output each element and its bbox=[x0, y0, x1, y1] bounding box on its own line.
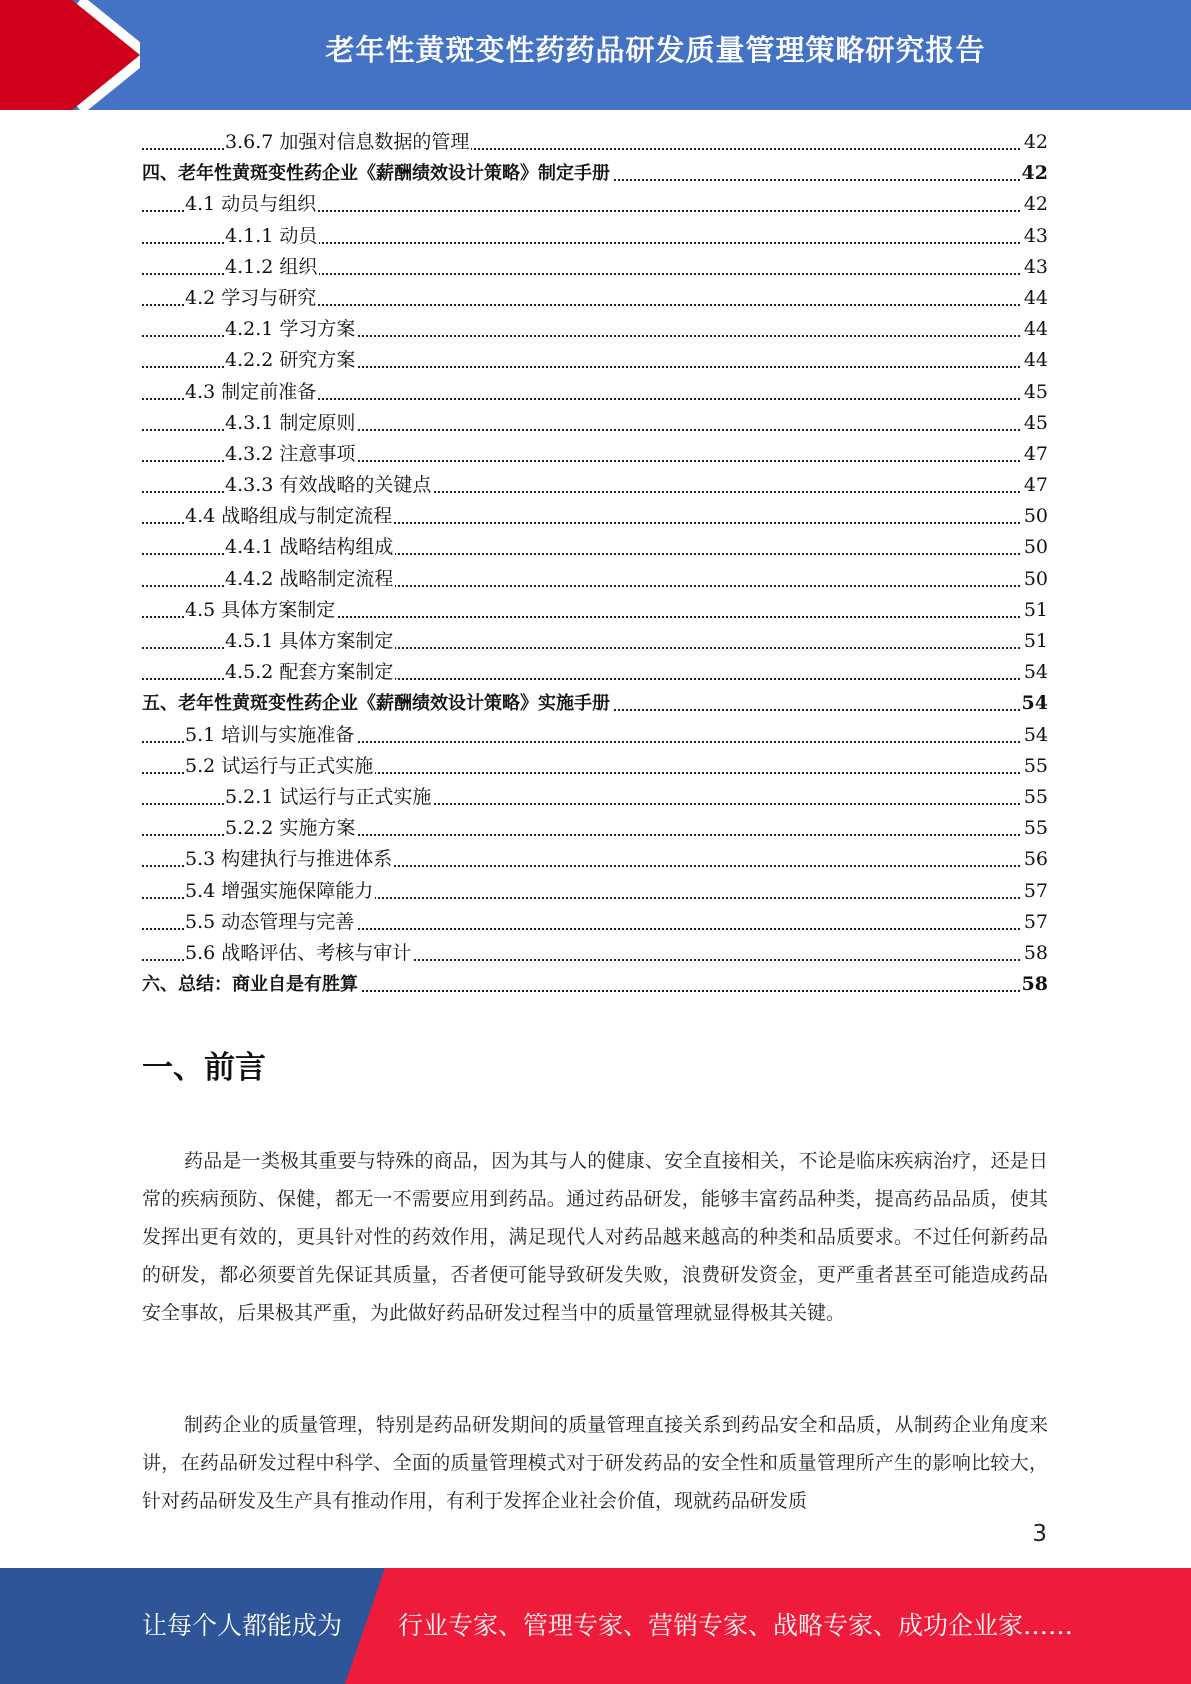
toc-entry-page: 42 bbox=[1020, 158, 1048, 189]
toc-entry-label: 四、老年性黄斑变性药企业《薪酬绩效设计策略》制定手册 bbox=[142, 158, 612, 189]
toc-entry-page: 55 bbox=[1022, 813, 1048, 844]
toc-entry[interactable] bbox=[142, 626, 1048, 657]
toc-entry-label: 4.3.2 注意事项 bbox=[225, 439, 357, 470]
toc-entry-label: 4.2.1 学习方案 bbox=[225, 314, 357, 345]
toc-entry-page: 58 bbox=[1020, 969, 1048, 1000]
toc-entry-page: 44 bbox=[1022, 345, 1048, 376]
toc-entry-page: 43 bbox=[1022, 252, 1048, 283]
toc-entry-label: 5.2.2 实施方案 bbox=[225, 813, 357, 844]
toc-entry-label: 4.4 战略组成与制定流程 bbox=[185, 501, 394, 532]
toc-entry-page: 45 bbox=[1022, 408, 1048, 439]
toc-entry-page: 43 bbox=[1022, 221, 1048, 252]
toc-entry[interactable] bbox=[142, 813, 1048, 844]
page-footer bbox=[0, 1568, 1191, 1684]
toc-entry[interactable] bbox=[142, 876, 1048, 907]
toc-entry-label: 5.4 增强实施保障能力 bbox=[185, 876, 375, 907]
toc-entry-label: 4.1.2 组织 bbox=[225, 252, 319, 283]
toc-entry-page: 54 bbox=[1022, 657, 1048, 688]
body-paragraph-1: 药品是一类极其重要与特殊的商品，因为其与人的健康、安全直接相关，不论是临床疾病治疗，还是日常的疾病预防、保健，都无一不需要应用到药品。通过药品研发，能够丰富药品种类，提高药品品质，使其发挥出更有效的，更具针对性的药效作用，满足现代人对药品越来越高的种类和品质要求。不过任何新药品的研发，都必须要首先保证其质量，否者便可能导致研发失败，浪费研发资金，更严重者甚至可能造成药品安全事故，后果极其严重，为此做好药品研发过程当中的质量管理就显得极其关键。 bbox=[142, 1150, 1048, 1324]
toc-entry[interactable] bbox=[142, 408, 1048, 439]
toc-entry-label: 4.1.1 动员 bbox=[225, 221, 319, 252]
toc-entry-page: 58 bbox=[1022, 938, 1048, 969]
table-of-contents bbox=[142, 127, 1048, 1000]
toc-entry[interactable] bbox=[142, 158, 1048, 189]
toc-entry-label: 4.3.3 有效战略的关键点 bbox=[225, 470, 433, 501]
toc-entry[interactable] bbox=[142, 782, 1048, 813]
toc-entry-label: 4.5.2 配套方案制定 bbox=[225, 657, 395, 688]
toc-entry[interactable] bbox=[142, 189, 1048, 220]
toc-entry-page: 50 bbox=[1022, 501, 1048, 532]
toc-entry[interactable] bbox=[142, 532, 1048, 563]
toc-entry-label: 5.1 培训与实施准备 bbox=[185, 720, 356, 751]
toc-entry[interactable] bbox=[142, 345, 1048, 376]
toc-entry-label: 5.2.1 试运行与正式实施 bbox=[225, 782, 433, 813]
toc-entry-page: 44 bbox=[1022, 314, 1048, 345]
toc-entry[interactable] bbox=[142, 314, 1048, 345]
toc-entry-label: 3.6.7 加强对信息数据的管理 bbox=[225, 127, 471, 158]
toc-entry-label: 4.1 动员与组织 bbox=[185, 189, 318, 220]
toc-entry[interactable] bbox=[142, 595, 1048, 626]
toc-entry-page: 47 bbox=[1022, 439, 1048, 470]
footer-slogan-right: 行业专家、管理专家、营销专家、战略专家、成功企业家…… bbox=[398, 1611, 1074, 1640]
toc-entry[interactable] bbox=[142, 969, 1048, 1000]
toc-entry[interactable] bbox=[142, 688, 1048, 719]
toc-entry[interactable] bbox=[142, 252, 1048, 283]
toc-entry-page: 50 bbox=[1022, 564, 1048, 595]
toc-entry-label: 5.3 构建执行与推进体系 bbox=[185, 844, 394, 875]
toc-entry[interactable] bbox=[142, 907, 1048, 938]
toc-entry[interactable] bbox=[142, 657, 1048, 688]
toc-entry-page: 55 bbox=[1022, 751, 1048, 782]
toc-entry-label: 4.5.1 具体方案制定 bbox=[225, 626, 395, 657]
toc-entry-label: 4.4.1 战略结构组成 bbox=[225, 532, 395, 563]
toc-entry[interactable] bbox=[142, 564, 1048, 595]
toc-entry-label: 4.2.2 研究方案 bbox=[225, 345, 357, 376]
toc-entry[interactable] bbox=[142, 751, 1048, 782]
body-paragraph-2: 制药企业的质量管理，特别是药品研发期间的质量管理直接关系到药品安全和品质，从制药企业角度来讲，在药品研发过程中科学、全面的质量管理模式对于研发药品的安全性和质量管理所产生的影响比较大，针对药品研发及生产具有推动作用，有利于发挥企业社会价值，现就药品研发质 bbox=[142, 1414, 1048, 1512]
toc-entry-label: 4.4.2 战略制定流程 bbox=[225, 564, 395, 595]
toc-entry-page: 47 bbox=[1022, 470, 1048, 501]
toc-entry[interactable] bbox=[142, 501, 1048, 532]
toc-entry-label: 4.5 具体方案制定 bbox=[185, 595, 337, 626]
section-heading: 一、前言 bbox=[142, 1050, 266, 1086]
toc-entry[interactable] bbox=[142, 470, 1048, 501]
toc-entry-page: 51 bbox=[1022, 595, 1048, 626]
footer-slogan-left: 让每个人都能成为 bbox=[142, 1611, 343, 1640]
toc-entry-page: 57 bbox=[1022, 907, 1048, 938]
toc-entry-label: 5.5 动态管理与完善 bbox=[185, 907, 356, 938]
toc-entry[interactable] bbox=[142, 844, 1048, 875]
toc-entry[interactable] bbox=[142, 720, 1048, 751]
toc-entry[interactable] bbox=[142, 377, 1048, 408]
toc-entry-page: 42 bbox=[1022, 189, 1048, 220]
toc-entry-page: 54 bbox=[1022, 720, 1048, 751]
toc-entry[interactable] bbox=[142, 127, 1048, 158]
report-title: 老年性黄斑变性药药品研发质量管理策略研究报告 bbox=[325, 33, 986, 67]
toc-entry-page: 44 bbox=[1022, 283, 1048, 314]
toc-entry-page: 54 bbox=[1020, 688, 1048, 719]
toc-entry-label: 4.3.1 制定原则 bbox=[225, 408, 357, 439]
toc-entry-label: 5.2 试运行与正式实施 bbox=[185, 751, 375, 782]
toc-entry-page: 42 bbox=[1022, 127, 1048, 158]
toc-entry[interactable] bbox=[142, 283, 1048, 314]
page-header bbox=[0, 0, 1191, 110]
toc-entry-page: 55 bbox=[1022, 782, 1048, 813]
toc-entry-page: 45 bbox=[1022, 377, 1048, 408]
toc-entry[interactable] bbox=[142, 938, 1048, 969]
toc-entry-page: 56 bbox=[1022, 844, 1048, 875]
toc-entry[interactable] bbox=[142, 221, 1048, 252]
toc-entry[interactable] bbox=[142, 439, 1048, 470]
toc-entry-label: 5.6 战略评估、考核与审计 bbox=[185, 938, 413, 969]
toc-entry-label: 4.2 学习与研究 bbox=[185, 283, 318, 314]
header-arrow-decoration bbox=[0, 0, 140, 110]
toc-entry-page: 50 bbox=[1022, 532, 1048, 563]
toc-entry-page: 57 bbox=[1022, 876, 1048, 907]
toc-entry-page: 51 bbox=[1022, 626, 1048, 657]
toc-entry-label: 五、老年性黄斑变性药企业《薪酬绩效设计策略》实施手册 bbox=[142, 688, 612, 719]
toc-entry-label: 六、总结：商业自是有胜算 bbox=[142, 969, 360, 1000]
toc-entry-label: 4.3 制定前准备 bbox=[185, 377, 318, 408]
page-number: 3 bbox=[1032, 1521, 1047, 1547]
